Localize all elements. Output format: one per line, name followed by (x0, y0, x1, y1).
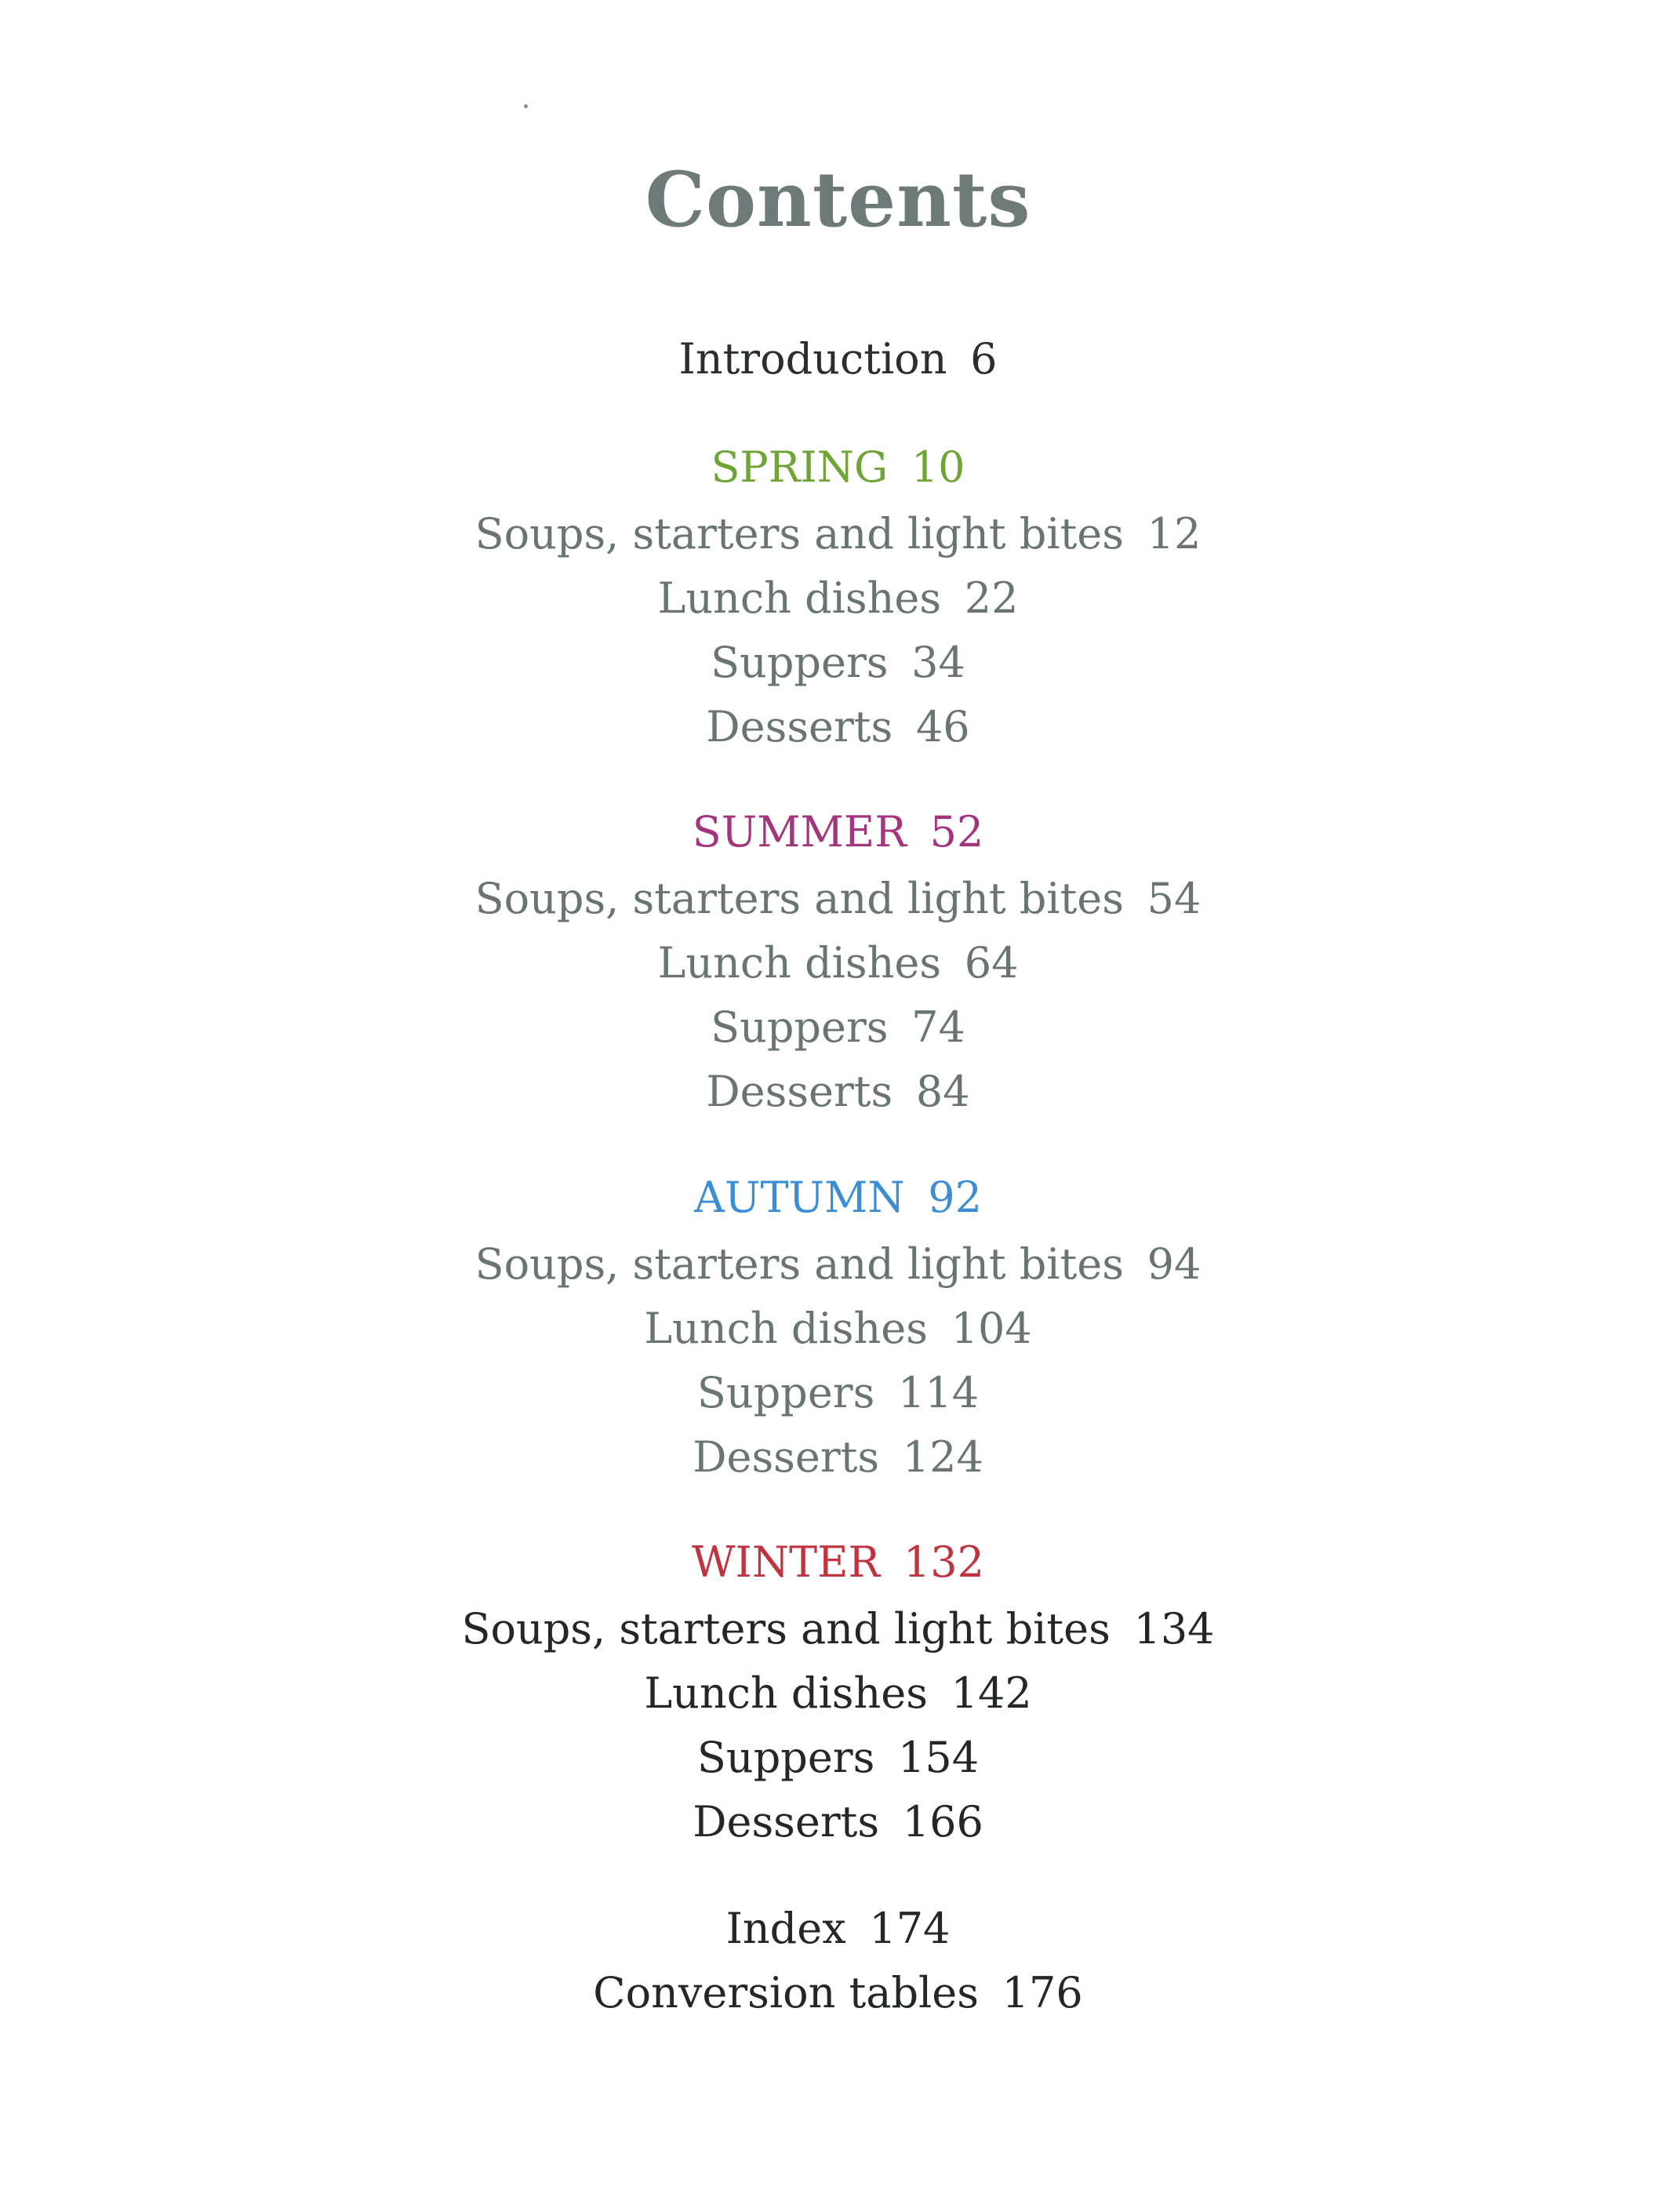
toc-entry-label: Soups, starters and light bites (461, 1604, 1111, 1654)
season-name: AUTUMN (694, 1173, 905, 1222)
season-page: 132 (903, 1537, 984, 1587)
toc-entry[interactable] (0, 1425, 1676, 1490)
toc-entry-label: Suppers (711, 638, 889, 687)
toc-entry-page: 124 (902, 1432, 983, 1482)
toc-entry-label: Introduction (678, 334, 947, 384)
season-name: SUMMER (692, 807, 907, 857)
toc-entry-page: 54 (1147, 874, 1202, 923)
end-matter (0, 1897, 1676, 2025)
toc-entry-label: Index (725, 1904, 846, 1953)
toc-entry-label: Suppers (711, 1002, 889, 1052)
season-section-spring (0, 436, 1676, 759)
toc-entry-index[interactable] (0, 1897, 1676, 1961)
page-title: Contents (645, 155, 1031, 244)
toc-entry-label: Lunch dishes (657, 938, 942, 988)
toc-entry[interactable] (0, 1060, 1676, 1124)
toc-entry-page: 114 (898, 1368, 980, 1417)
toc-entry[interactable] (0, 566, 1676, 631)
toc-entry-page: 22 (964, 573, 1019, 623)
toc-entry-label: Soups, starters and light bites (474, 1239, 1124, 1289)
toc-entry[interactable] (0, 1661, 1676, 1726)
toc-entry-page: 84 (915, 1067, 970, 1116)
toc-entry-page: 104 (951, 1304, 1032, 1353)
toc-entry-label: Suppers (696, 1368, 875, 1417)
toc-entry[interactable] (0, 502, 1676, 566)
season-name: SPRING (711, 442, 889, 492)
season-section-autumn (0, 1166, 1676, 1490)
toc-entry[interactable] (0, 695, 1676, 759)
toc-entry-label: Lunch dishes (657, 573, 942, 623)
toc-entry[interactable] (0, 1597, 1676, 1661)
toc-entry-label: Soups, starters and light bites (474, 874, 1124, 923)
scan-speck (524, 104, 528, 108)
season-heading-summer[interactable] (0, 801, 1676, 867)
season-heading-spring[interactable] (0, 436, 1676, 502)
toc-entry[interactable] (0, 867, 1676, 931)
toc-entry-label: Soups, starters and light bites (474, 509, 1124, 558)
toc-entry-conversion-tables[interactable] (0, 1961, 1676, 2025)
toc-entry-page: 12 (1147, 509, 1202, 558)
toc-entry-page: 6 (970, 334, 998, 384)
toc-entry-label: Lunch dishes (644, 1668, 928, 1718)
toc-entry-page: 74 (911, 1002, 965, 1052)
toc-entry-page: 134 (1133, 1604, 1215, 1654)
toc-entry-page: 64 (964, 938, 1019, 988)
toc-entry-page: 176 (1002, 1968, 1083, 2017)
season-name: WINTER (692, 1537, 881, 1587)
season-page: 10 (911, 442, 965, 492)
toc-entry[interactable] (0, 931, 1676, 995)
season-heading-winter[interactable] (0, 1531, 1676, 1597)
season-section-winter (0, 1531, 1676, 1854)
toc-entry-label: Lunch dishes (644, 1304, 928, 1353)
season-page: 52 (929, 807, 984, 857)
toc-entry[interactable] (0, 1790, 1676, 1854)
toc-entry-page: 154 (898, 1733, 980, 1782)
toc-entry[interactable] (0, 1232, 1676, 1297)
toc-entry-page: 34 (911, 638, 965, 687)
toc-entry-page: 142 (951, 1668, 1032, 1718)
toc-entry-label: Suppers (696, 1733, 875, 1782)
toc-entry-introduction[interactable] (0, 328, 1676, 391)
toc-entry-page: 174 (869, 1904, 951, 1953)
toc-entry[interactable] (0, 631, 1676, 695)
toc-entry-label: Desserts (706, 702, 893, 751)
season-heading-autumn[interactable] (0, 1166, 1676, 1232)
toc-entry-page: 46 (915, 702, 970, 751)
toc-entry[interactable] (0, 1361, 1676, 1425)
toc-entry[interactable] (0, 1297, 1676, 1361)
toc-entry-label: Desserts (706, 1067, 893, 1116)
toc-entry-page: 94 (1147, 1239, 1202, 1289)
toc-entry-label: Desserts (693, 1432, 880, 1482)
toc-entry-page: 166 (902, 1797, 983, 1846)
toc-entry[interactable] (0, 995, 1676, 1060)
toc-entry-label: Conversion tables (593, 1968, 979, 2017)
toc-entry[interactable] (0, 1726, 1676, 1790)
season-page: 92 (928, 1173, 982, 1222)
toc-entry-label: Desserts (693, 1797, 880, 1846)
season-section-summer (0, 801, 1676, 1124)
